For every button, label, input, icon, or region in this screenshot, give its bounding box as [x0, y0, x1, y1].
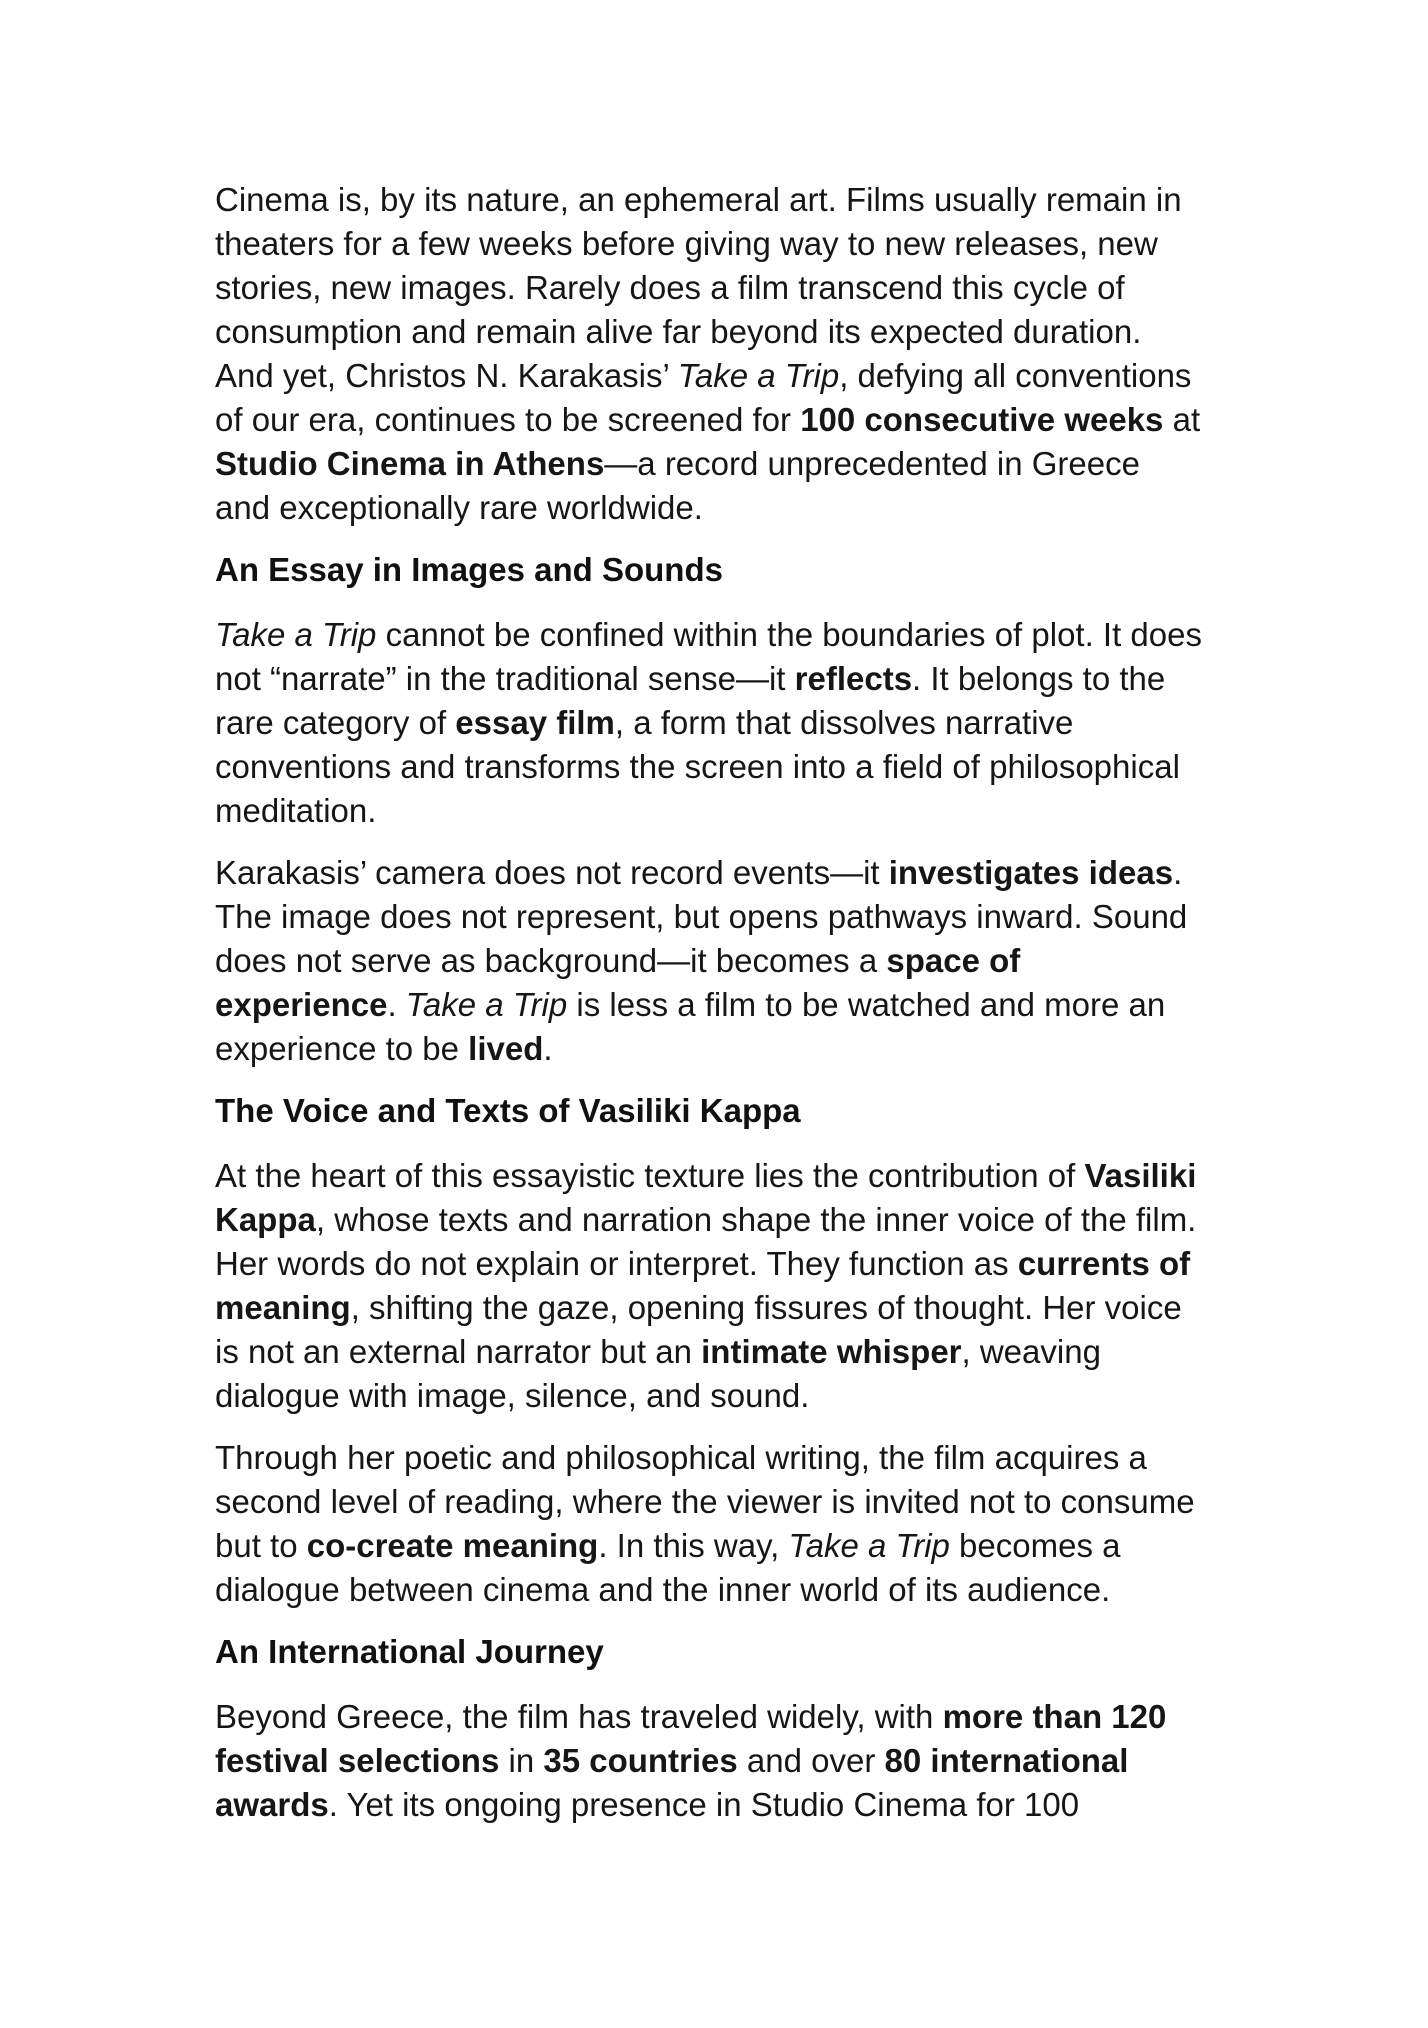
text-run: At the heart of this essayistic texture lies the contribution of	[215, 1157, 1085, 1194]
text-run: , defying all conventions of our era, continues to be screened for	[215, 357, 1192, 438]
heading-international-journey	[215, 1630, 1203, 1674]
bold-text-run: 35 countries	[543, 1742, 738, 1779]
bold-text-run: more than 120 festival selections	[215, 1698, 1167, 1779]
text-run: , shifting the gaze, opening fissures of thought. Her voice is not an external narrator but an	[215, 1289, 1182, 1370]
text-run: An Essay in Images and Sounds	[215, 551, 723, 588]
text-run: , a form that dissolves narrative conventions and transforms the screen into a field of philosophical meditation.	[215, 704, 1180, 829]
text-run: in	[499, 1742, 544, 1779]
heading-voice-and-texts	[215, 1089, 1203, 1133]
paragraph-essay-film	[215, 613, 1203, 833]
text-run: The Voice and Texts of Vasiliki Kappa	[215, 1092, 801, 1129]
bold-text-run: Vasiliki Kappa	[215, 1157, 1197, 1238]
heading-essay-in-images-and-sounds	[215, 548, 1203, 592]
bold-text-run: currents of meaning	[215, 1245, 1191, 1326]
text-run: .	[543, 1030, 553, 1067]
paragraph-vasiliki-kappa	[215, 1154, 1203, 1418]
text-run: becomes a dialogue between cinema and the inner world of its audience.	[215, 1527, 1121, 1608]
italic-text-run: Take a Trip	[405, 986, 568, 1023]
bold-text-run: 80 international awards	[215, 1742, 1129, 1823]
text-run: An International Journey	[215, 1633, 604, 1670]
text-run: . Yet its ongoing presence in Studio Cinema for 100	[328, 1786, 1080, 1823]
bold-text-run: lived	[468, 1030, 544, 1067]
italic-text-run: Take a Trip	[788, 1527, 950, 1564]
paragraph-festivals-awards	[215, 1695, 1203, 1827]
bold-text-run: 100 consecutive weeks	[800, 401, 1164, 438]
bold-text-run: investigates ideas	[888, 854, 1174, 891]
paragraph-intro	[215, 178, 1203, 530]
text-run: Through her poetic and philosophical writing, the film acquires a second level of reading, where the viewer is invited not to consume but to	[215, 1439, 1195, 1564]
bold-text-run: Studio Cinema in Athens	[215, 445, 605, 482]
text-run: . It belongs to the rare category of	[215, 660, 1166, 741]
text-run: Cinema is, by its nature, an ephemeral art. Films usually remain in theaters for a few weeks before giving way to new releases, new stories, new images. Rarely does a film transcend this cycle of consumption and remain alive far beyond its expected duration. And yet, Christos N. Karakasis’	[215, 181, 1182, 394]
text-run: —a record unprecedented in Greece and exceptionally rare worldwide.	[215, 445, 1140, 526]
article-body	[215, 178, 1203, 1827]
paragraph-camera-investigates	[215, 851, 1203, 1071]
bold-text-run: space of experience	[215, 942, 1021, 1023]
text-run: cannot be confined within the boundaries of plot. It does not “narrate” in the traditional sense—it	[215, 616, 1202, 697]
bold-text-run: intimate whisper	[701, 1333, 962, 1370]
bold-text-run: reflects	[794, 660, 913, 697]
text-run: Karakasis’ camera does not record events—it	[215, 854, 889, 891]
text-run: , whose texts and narration shape the inner voice of the film. Her words do not explain or interpret. They function as	[215, 1201, 1197, 1282]
text-run: and over	[737, 1742, 885, 1779]
paragraph-co-create-meaning	[215, 1436, 1203, 1612]
text-run: . The image does not represent, but opens pathways inward. Sound does not serve as background—it becomes a	[215, 854, 1188, 979]
italic-text-run: Take a Trip	[215, 616, 377, 653]
text-run: .	[387, 986, 406, 1023]
text-run: , weaving dialogue with image, silence, and sound.	[215, 1333, 1101, 1414]
text-run: is less a film to be watched and more an experience to be	[215, 986, 1166, 1067]
text-run: . In this way,	[598, 1527, 789, 1564]
text-run: at	[1163, 401, 1201, 438]
italic-text-run: Take a Trip	[677, 357, 840, 394]
bold-text-run: essay film	[455, 704, 615, 741]
bold-text-run: co-create meaning	[306, 1527, 599, 1564]
text-run: Beyond Greece, the film has traveled widely, with	[215, 1698, 943, 1735]
